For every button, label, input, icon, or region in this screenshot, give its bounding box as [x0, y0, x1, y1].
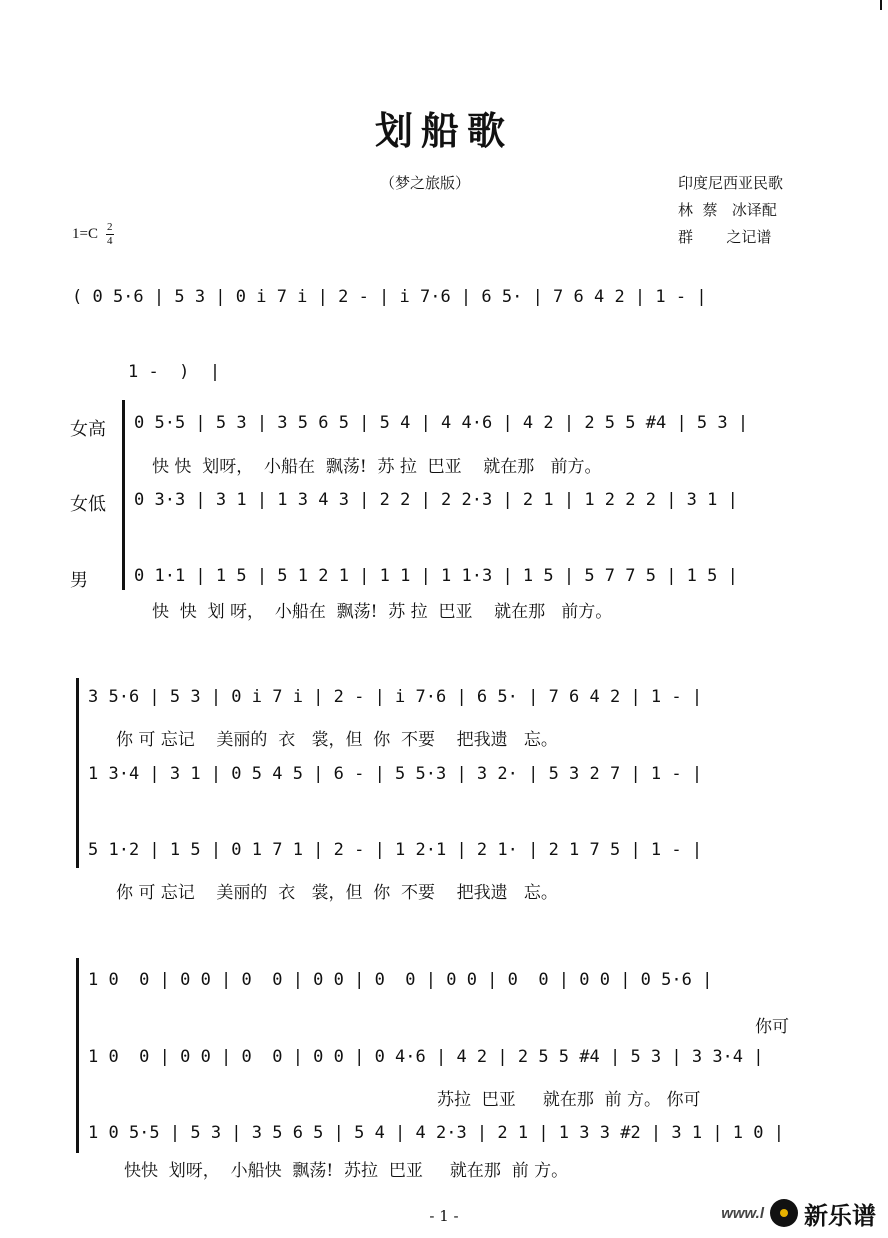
system-1-lyric-lower: 快 快 划 呀， 小船在 飘荡! 苏 拉 巴亚 就在那 前方。 [152, 602, 613, 622]
system-2-male: 5 1·2 | 1 5 | 0 1 7 1 | 2 - | 1 2·1 | 2 1· | 2 1 7 5 | 1 - | [88, 840, 703, 860]
key-label: 1=C [72, 225, 98, 242]
system-3-lyric-middle: 苏拉 巴亚 就在那 前 方。 你可 [437, 1090, 701, 1110]
system-1-brace [122, 400, 125, 590]
page-edge-mark [880, 0, 882, 10]
system-1-lyric-upper: 快 快 划呀， 小船在 飘荡! 苏 拉 巴亚 就在那 前方。 [152, 457, 602, 477]
site-logo[interactable] [721, 1196, 876, 1230]
system-1-male: 0 1·1 | 1 5 | 5 1 2 1 | 1 1 | 1 1·3 | 1 5 | 5 7 7 5 | 1 5 | [134, 566, 738, 586]
intro-line-1: ( 0 5·6 | 5 3 | 0 i 7 i | 2 - | i 7·6 | 6 5· | 7 6 4 2 | 1 - | [72, 287, 707, 307]
system-1-alto: 0 3·3 | 3 1 | 1 3 4 3 | 2 2 | 2 2·3 | 2 1 | 1 2 2 2 | 3 1 | [134, 490, 738, 510]
system-2-soprano: 3 5·6 | 5 3 | 0 i 7 i | 2 - | i 7·6 | 6 5· | 7 6 4 2 | 1 - | [88, 687, 703, 707]
system-2-alto: 1 3·4 | 3 1 | 0 5 4 5 | 6 - | 5 5·3 | 3 2· | 5 3 2 7 | 1 - | [88, 764, 703, 784]
part-label-male: 男 [70, 570, 88, 591]
page-number: - 1 - [429, 1207, 459, 1225]
arranger-label: 林 蔡 冰译配 [678, 201, 777, 219]
key-signature [72, 222, 114, 247]
part-label-alto: 女低 [70, 494, 106, 515]
system-3-soprano: 1 0 0 | 0 0 | 0 0 | 0 0 | 0 0 | 0 0 | 0 0 | 0 0 | 0 5·6 | [88, 970, 713, 990]
system-2-lyric-upper: 你 可 忘记 美丽的 衣 裳，但 你 不要 把我遗 忘。 [116, 730, 558, 750]
time-top: 2 [106, 221, 113, 233]
part-label-soprano: 女高 [70, 419, 106, 440]
system-2-brace [76, 678, 79, 868]
system-2-lyric-lower: 你 可 忘记 美丽的 衣 裳，但 你 不要 把我遗 忘。 [116, 883, 558, 903]
origin-label: 印度尼西亚民歌 [678, 174, 784, 192]
time-signature [106, 222, 114, 247]
song-title: 划船歌 [374, 109, 513, 153]
record-disc-icon [770, 1199, 798, 1227]
site-url: www.l [721, 1204, 764, 1222]
intro-line-2: 1 - ) | [128, 362, 221, 382]
system-3-lyric-upper: 你可 [755, 1017, 789, 1037]
time-bottom: 4 [106, 235, 113, 247]
system-3-lyric-lower: 快快 划呀， 小船快 飘荡! 苏拉 巴亚 就在那 前 方。 [124, 1161, 569, 1181]
system-1-soprano: 0 5·5 | 5 3 | 3 5 6 5 | 5 4 | 4 4·6 | 4 2 | 2 5 5 #4 | 5 3 | [134, 413, 749, 433]
version-label: （梦之旅版） [380, 174, 471, 192]
transcriber-label: 群 之记谱 [678, 228, 772, 246]
system-3-male: 1 0 5·5 | 5 3 | 3 5 6 5 | 5 4 | 4 2·3 | 2 1 | 1 3 3 #2 | 3 1 | 1 0 | [88, 1123, 784, 1143]
site-brand: 新乐谱 [804, 1201, 876, 1230]
system-3-brace [76, 958, 79, 1153]
system-3-alto: 1 0 0 | 0 0 | 0 0 | 0 0 | 0 4·6 | 4 2 | 2 5 5 #4 | 5 3 | 3 3·4 | [88, 1047, 764, 1067]
